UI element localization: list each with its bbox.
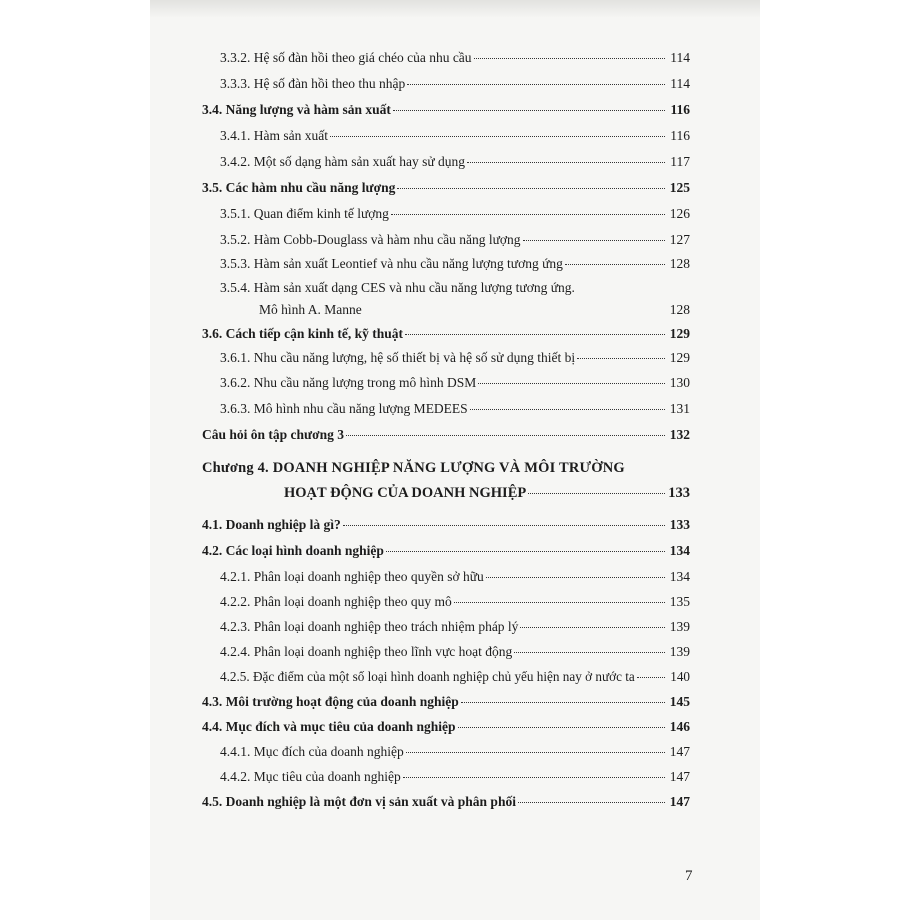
toc-label-line1: 3.5.4. Hàm sản xuất dạng CES và nhu cầu năng lượng tương ứng.: [220, 280, 575, 295]
toc-page: 131: [669, 401, 690, 416]
toc-label: HOẠT ĐỘNG CỦA DOANH NGHIỆP: [284, 485, 527, 501]
page-top-shadow: [150, 0, 760, 18]
toc-page: 114: [670, 50, 690, 65]
toc-leader: [467, 162, 665, 163]
toc-label: 3.5. Các hàm nhu cầu năng lượng: [202, 180, 396, 195]
toc-entry: [220, 397, 690, 421]
toc-leader: [330, 136, 665, 137]
toc-label: 3.5.1. Quan điểm kinh tế lượng: [220, 206, 389, 221]
toc-leader: [454, 602, 665, 603]
toc-entry: [220, 46, 690, 70]
toc-entry: [220, 740, 690, 764]
toc-section: [202, 513, 690, 537]
toc-page: 145: [669, 694, 690, 709]
toc-leader: [528, 493, 665, 494]
toc-label: 3.3.3. Hệ số đàn hồi theo thu nhập: [220, 76, 406, 91]
toc-page: 139: [669, 644, 690, 659]
toc-page: 127: [669, 232, 690, 247]
toc-label: 4.2.4. Phân loại doanh nghiệp theo lĩnh vực hoạt động: [220, 644, 513, 659]
toc-leader: [514, 652, 665, 653]
toc-leader: [518, 802, 665, 803]
toc-page: 134: [669, 569, 690, 584]
toc-leader: [565, 264, 665, 265]
toc-page: 132: [669, 427, 690, 442]
toc-label: 4.3. Môi trường hoạt động của doanh nghiệp: [202, 694, 459, 709]
toc-leader: [470, 409, 665, 410]
toc-entry: [259, 298, 690, 322]
chapter-heading: [284, 481, 690, 505]
toc-label: 4.4. Mục đích và mục tiêu của doanh nghiệp: [202, 719, 456, 734]
toc-leader: [403, 777, 665, 778]
toc-entry: [220, 371, 690, 395]
toc-leader: [407, 84, 665, 85]
toc-entry: [220, 615, 690, 639]
toc-page: 129: [669, 326, 690, 341]
toc-section: [202, 715, 690, 739]
toc-section: [202, 98, 690, 122]
toc-leader: [343, 525, 665, 526]
toc-entry: [220, 72, 690, 96]
toc-leader: [391, 214, 665, 215]
toc-label: 3.6. Cách tiếp cận kinh tế, kỹ thuật: [202, 326, 404, 341]
toc-label: 3.4.2. Một số dạng hàm sản xuất hay sử dụng: [220, 154, 466, 169]
toc-leader: [386, 551, 665, 552]
toc-label: 4.2.5. Đặc điểm của một số loại hình doanh nghiệp chủ yếu hiện nay ở nước ta: [220, 669, 635, 684]
toc-leader: [577, 358, 665, 359]
toc-page: 146: [669, 719, 690, 734]
toc-page: 139: [669, 619, 690, 634]
toc-page: 116: [670, 128, 690, 143]
toc-page: 128: [669, 302, 690, 317]
toc-label: 3.6.3. Mô hình nhu cầu năng lượng MEDEES: [220, 401, 468, 416]
toc-page: 133: [668, 485, 690, 501]
toc-leader: [393, 110, 665, 111]
toc-label: 3.3.2. Hệ số đàn hồi theo giá chéo của nhu cầu: [220, 50, 472, 65]
toc-entry: [220, 640, 690, 664]
toc-label: Câu hỏi ôn tập chương 3: [202, 427, 344, 442]
toc-leader: [520, 627, 665, 628]
toc-leader: [486, 577, 665, 578]
toc-label: 3.6.2. Nhu cầu năng lượng trong mô hình DSM: [220, 375, 477, 390]
toc-label: 3.4. Năng lượng và hàm sản xuất: [202, 102, 391, 117]
toc-label: 4.5. Doanh nghiệp là một đơn vị sản xuất và phân phối: [202, 794, 516, 809]
toc-page: 134: [669, 543, 690, 558]
toc-page: 130: [669, 375, 690, 390]
toc-page: 116: [670, 102, 690, 117]
toc-label: 3.5.2. Hàm Cobb-Douglass và hàm nhu cầu năng lượng: [220, 232, 521, 247]
toc-leader: [405, 334, 665, 335]
toc-section: [202, 176, 690, 200]
toc-label: 4.2.2. Phân loại doanh nghiệp theo quy mô: [220, 594, 452, 609]
toc-section: [202, 539, 690, 563]
toc-leader: [406, 752, 665, 753]
toc-section: [202, 690, 690, 714]
toc-entry: [220, 150, 690, 174]
toc-label: 4.2. Các loại hình doanh nghiệp: [202, 543, 384, 558]
toc-leader: [461, 702, 665, 703]
toc-page: 125: [669, 180, 690, 195]
chapter-heading-line1: Chương 4. DOANH NGHIỆP NĂNG LƯỢNG VÀ MÔI TRƯỜNG: [202, 460, 625, 476]
toc-entry: [220, 765, 690, 789]
toc-leader: [523, 240, 665, 241]
toc-entry: [220, 228, 690, 252]
toc-leader: [637, 677, 665, 678]
toc-leader: [364, 310, 665, 311]
toc-entry: [220, 665, 690, 689]
toc-label: 3.5.3. Hàm sản xuất Leontief và nhu cầu năng lượng tương ứng: [220, 256, 563, 271]
toc-label: 4.2.3. Phân loại doanh nghiệp theo trách nhiệm pháp lý: [220, 619, 519, 634]
toc-label: 4.4.1. Mục đích của doanh nghiệp: [220, 744, 404, 759]
toc-entry: [220, 565, 690, 589]
toc-page: 147: [669, 744, 690, 759]
page-number: 7: [685, 868, 693, 884]
toc-page: 133: [669, 517, 690, 532]
toc-section: [202, 423, 690, 447]
toc-leader: [346, 435, 665, 436]
toc-entry: [220, 124, 690, 148]
toc-page: 129: [669, 350, 690, 365]
toc-leader: [397, 188, 665, 189]
toc-label: 3.4.1. Hàm sản xuất: [220, 128, 328, 143]
toc-page: 135: [669, 594, 690, 609]
toc-page: 114: [670, 76, 690, 91]
toc-label: Mô hình A. Manne: [259, 302, 362, 317]
toc-page: 128: [669, 256, 690, 271]
toc-page: 117: [670, 154, 690, 169]
toc-entry: [220, 590, 690, 614]
toc-leader: [474, 58, 665, 59]
toc-page: 147: [669, 769, 690, 784]
toc-entry: [220, 346, 690, 370]
toc-label: 3.6.1. Nhu cầu năng lượng, hệ số thiết bị và hệ số sử dụng thiết bị: [220, 350, 576, 365]
toc-section: [202, 322, 690, 346]
toc-entry: [220, 202, 690, 226]
toc-page: 126: [669, 206, 690, 221]
toc-label: 4.2.1. Phân loại doanh nghiệp theo quyền sở hữu: [220, 569, 484, 584]
toc-section: [202, 790, 690, 814]
toc-page: 147: [669, 794, 690, 809]
toc-page: 140: [670, 669, 690, 684]
toc-label: 4.4.2. Mục tiêu của doanh nghiệp: [220, 769, 401, 784]
toc-label: 4.1. Doanh nghiệp là gì?: [202, 517, 341, 532]
toc-leader: [478, 383, 665, 384]
toc-entry: [220, 252, 690, 276]
toc-leader: [458, 727, 665, 728]
